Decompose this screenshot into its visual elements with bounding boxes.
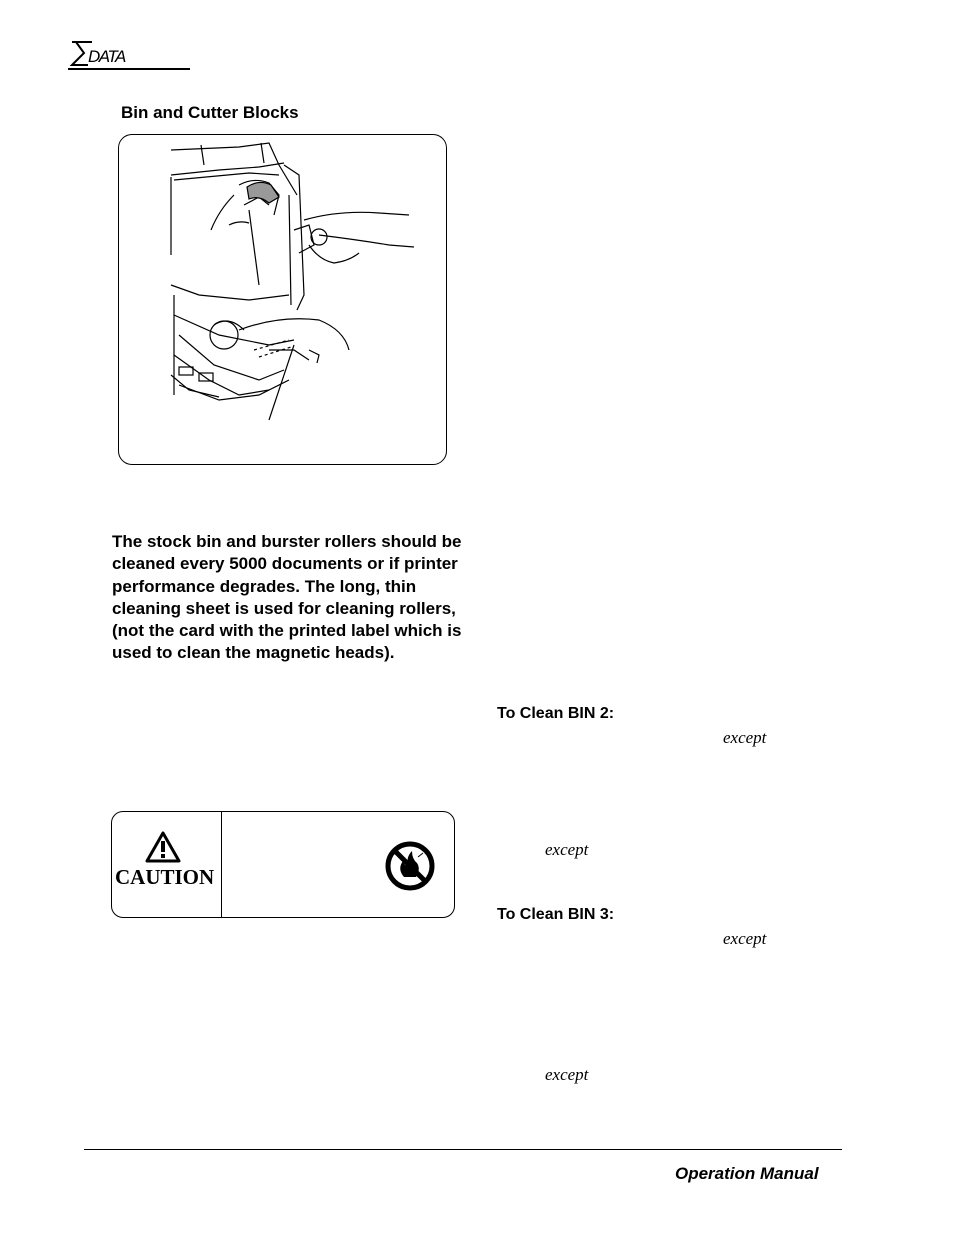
except-text: except	[723, 728, 767, 747]
figure-frame	[118, 134, 447, 465]
caution-box	[111, 811, 455, 918]
no-fire-icon	[385, 841, 435, 891]
body-paragraph: The stock bin and burster rollers should be cleaned every 5000 documents or if printer performance degrades. The long, thin cleaning sheet is used for cleaning rollers, (not the card with the printed label which is used to clean the magnetic heads).	[112, 532, 462, 663]
printer-bin-cleaning-illustration	[119, 135, 448, 466]
footer-rule	[84, 1149, 842, 1150]
except-text: except	[545, 840, 589, 859]
logo-text: DATA	[88, 47, 125, 66]
except-text: except	[545, 1065, 589, 1084]
warning-triangle-icon	[145, 831, 181, 863]
caution-label: CAUTION	[115, 865, 215, 889]
except-text: except	[723, 929, 767, 948]
section-heading: Bin and Cutter Blocks	[121, 103, 299, 122]
bin2-heading: To Clean BIN 2:	[497, 705, 615, 722]
sigma-data-logo	[68, 38, 190, 72]
caution-divider	[221, 812, 222, 917]
footer-title: Operation Manual	[675, 1164, 819, 1183]
bin3-heading: To Clean BIN 3:	[497, 906, 615, 923]
logo-underline	[68, 68, 190, 70]
